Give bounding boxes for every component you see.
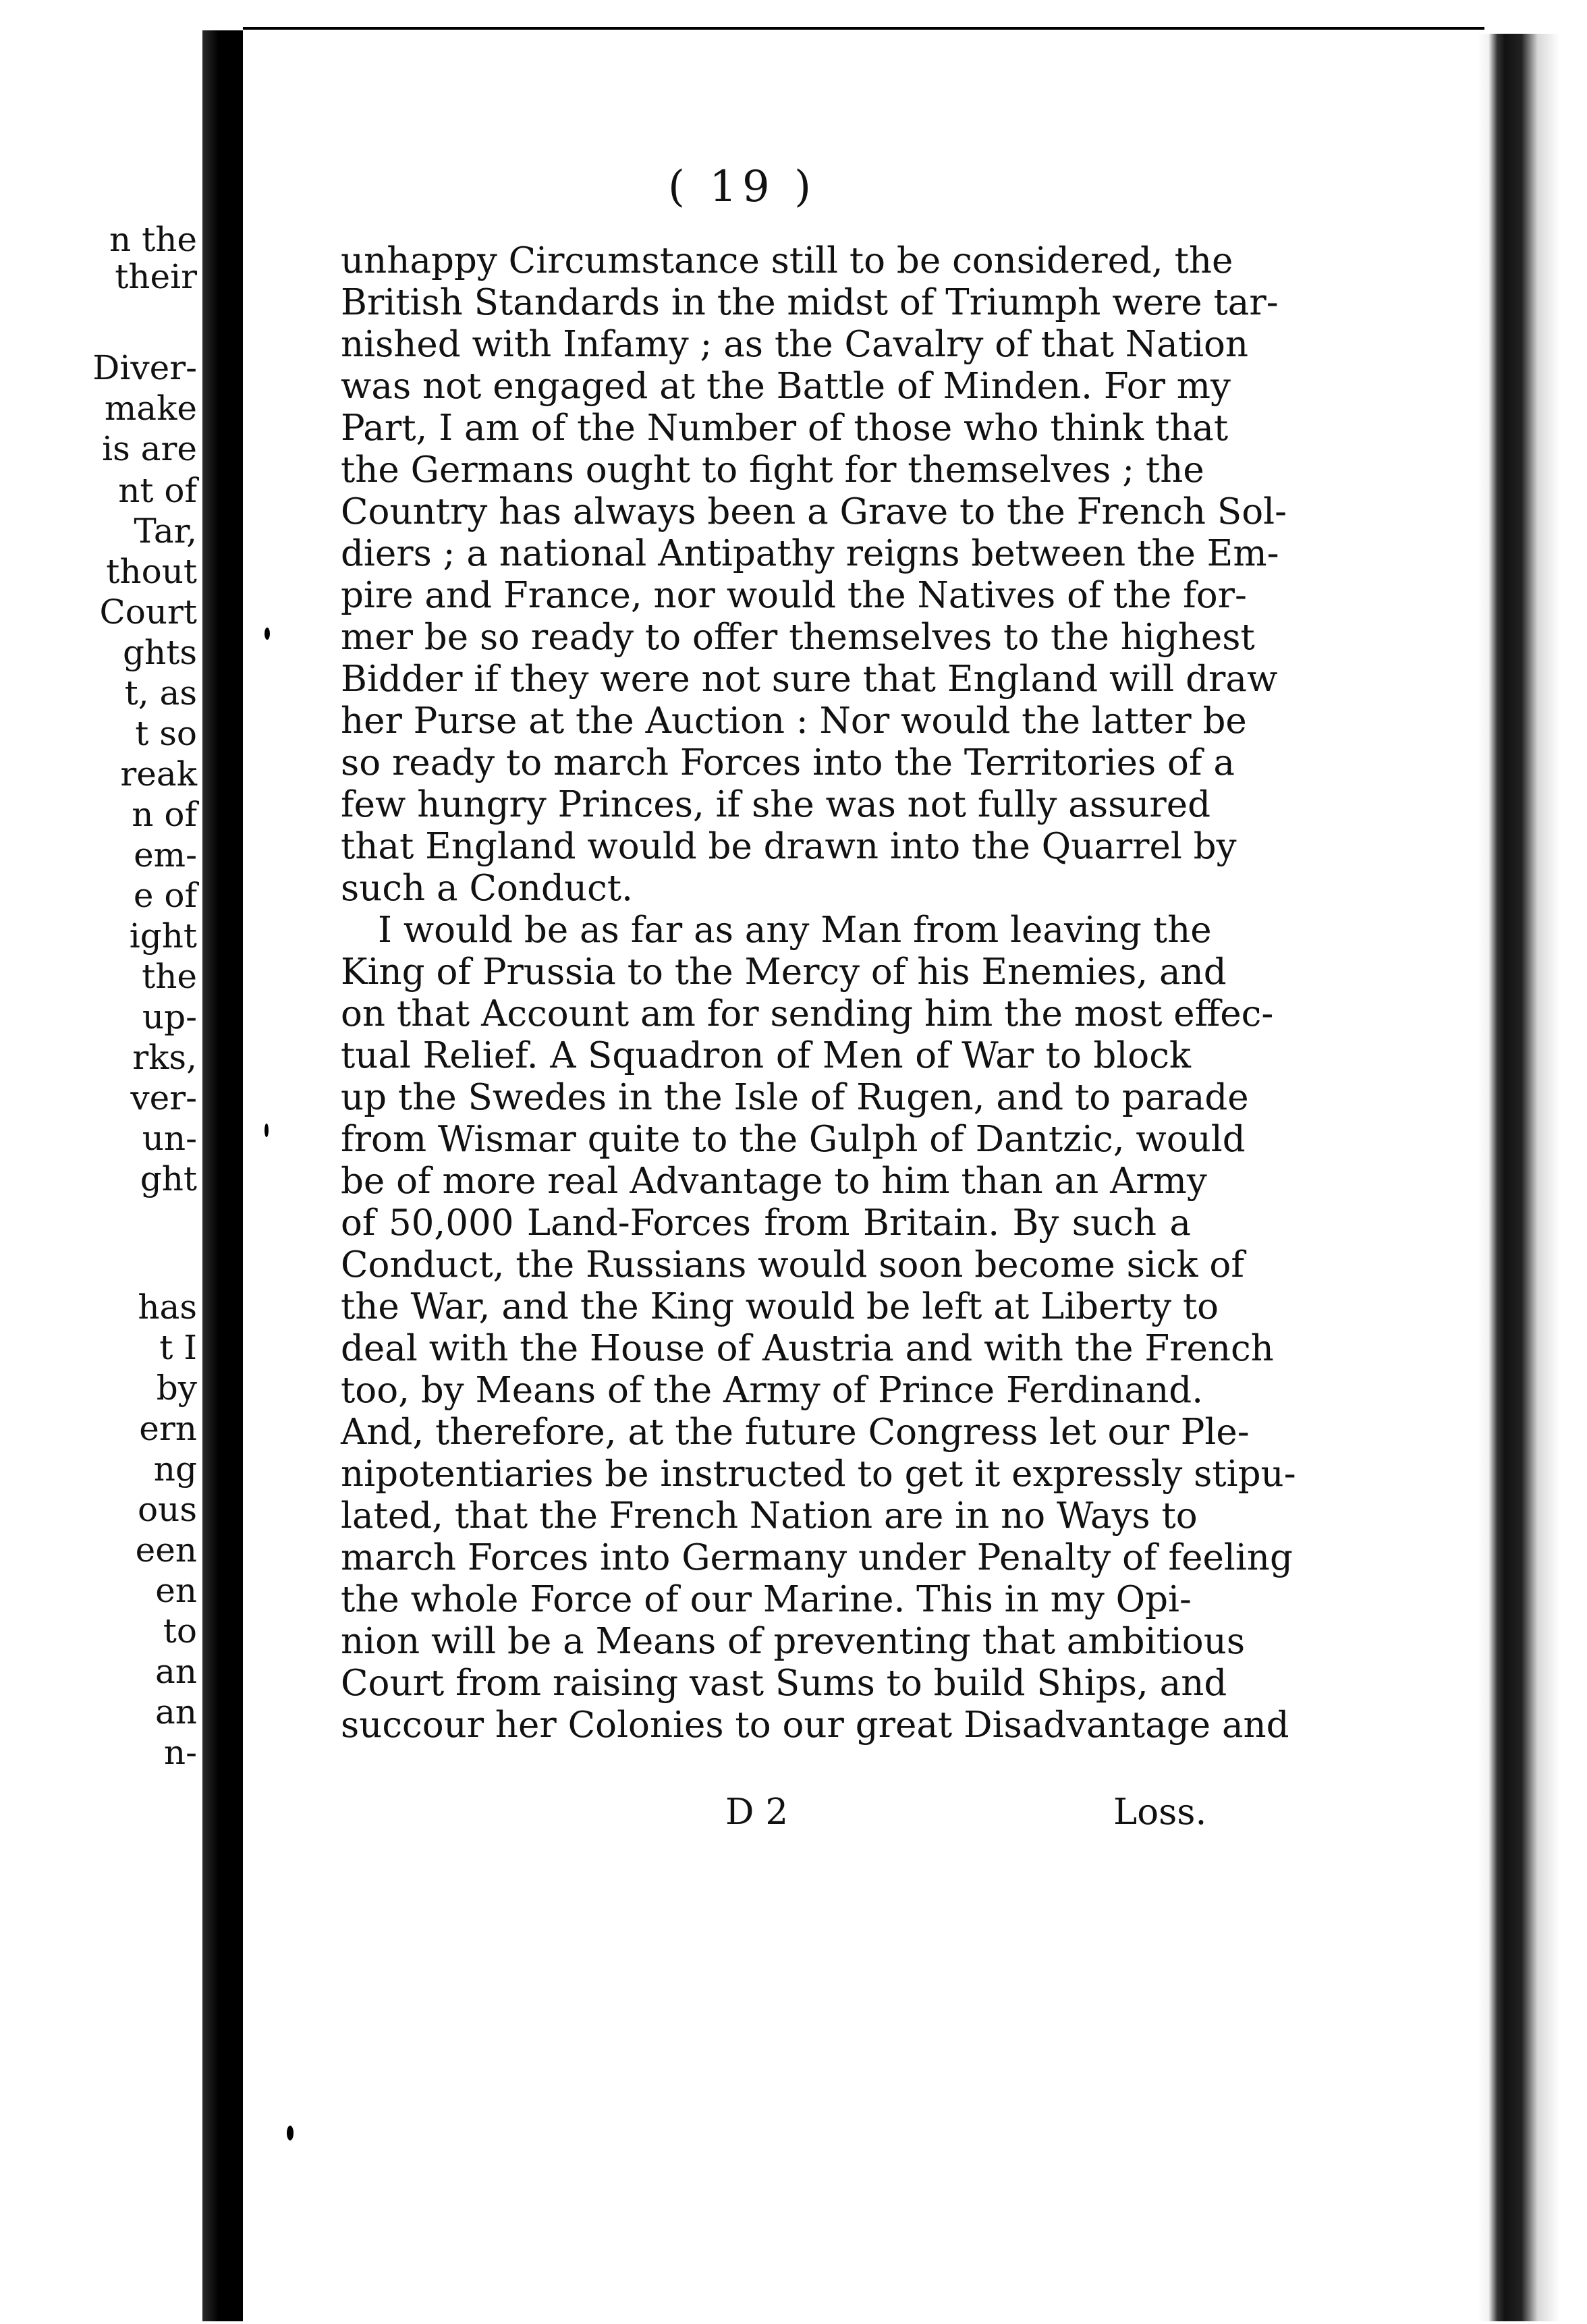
left-fragment-line: n of [132, 795, 197, 834]
text-line: pire and France, nor would the Natives of the for- [341, 575, 1247, 616]
left-fragment-line: ght [140, 1159, 197, 1198]
left-fragment-line: Diver- [92, 348, 197, 387]
text-line: King of Prussia to the Mercy of his Enemies, and [341, 951, 1227, 993]
text-line: diers ; a national Antipathy reigns between the Em- [341, 533, 1279, 574]
text-line: nipotentiaries be instructed to get it expressly stipu- [341, 1454, 1296, 1495]
text-line: was not engaged at the Battle of Minden. For my [341, 366, 1231, 407]
left-fragment-line: is are [102, 429, 197, 468]
page-number: ( 19 ) [668, 162, 817, 212]
text-line: deal with the House of Austria and with the French [341, 1328, 1274, 1369]
text-line: Court from raising vast Sums to build Ships, and [341, 1663, 1227, 1704]
ink-speck [264, 1124, 269, 1137]
left-fragment-line: nt of [118, 471, 197, 510]
left-fragment-line: n the [109, 220, 197, 259]
left-fragment-line: ver- [130, 1078, 197, 1117]
text-line: that England would be drawn into the Quarrel by [341, 826, 1237, 867]
text-line: unhappy Circumstance still to be considered, the [341, 240, 1233, 281]
book-gutter-shadow [202, 30, 243, 2321]
text-line: Part, I am of the Number of those who think that [341, 408, 1229, 449]
left-fragment-line: has [138, 1288, 197, 1327]
left-fragment-line: ng [153, 1449, 197, 1489]
text-line: tual Relief. A Squadron of Men of War to block [341, 1035, 1191, 1076]
text-line: from Wismar quite to the Gulph of Dantzic, would [341, 1119, 1246, 1160]
left-fragment-line: n- [163, 1733, 197, 1772]
text-line: of 50,000 Land-Forces from Britain. By such a [341, 1202, 1191, 1244]
text-line: march Forces into Germany under Penalty of feeling [341, 1537, 1293, 1578]
page-edge-shadow [1478, 34, 1587, 2321]
text-line: nion will be a Means of preventing that ambitious [341, 1621, 1246, 1662]
text-line: the Germans ought to fight for themselves ; the [341, 449, 1204, 491]
left-fragment-line: em- [134, 835, 197, 875]
left-fragment-line: to [163, 1611, 197, 1651]
left-fragment-line: thout [106, 552, 197, 591]
left-page-fragment [0, 27, 202, 2321]
left-fragment-line: t I [159, 1328, 197, 1367]
left-fragment-line: t, as [124, 673, 197, 713]
text-line: the whole Force of our Marine. This in my Opi- [341, 1579, 1192, 1620]
left-fragment-line: ight [129, 916, 197, 956]
left-fragment-line: ern [139, 1409, 197, 1448]
ink-speck [264, 628, 270, 640]
left-fragment-line: t so [135, 714, 197, 753]
left-fragment-line: een [135, 1530, 197, 1570]
signature-mark: D 2 [725, 1792, 789, 1833]
text-line: Bidder if they were not sure that England will draw [341, 659, 1278, 700]
text-line: be of more real Advantage to him than an Army [341, 1161, 1207, 1202]
ink-speck [287, 2126, 294, 2140]
left-fragment-line: make [104, 389, 197, 428]
left-fragment-line: the [142, 957, 197, 996]
text-line: up the Swedes in the Isle of Rugen, and to parade [341, 1077, 1249, 1118]
left-fragment-line: Court [99, 592, 197, 632]
text-line: such a Conduct. [341, 868, 633, 909]
text-line: lated, that the French Nation are in no Ways to [341, 1495, 1198, 1537]
left-fragment-line: Tar, [134, 511, 197, 551]
left-fragment-line: an [155, 1652, 197, 1691]
catchword: Loss. [1113, 1792, 1207, 1833]
left-fragment-line: an [155, 1692, 197, 1732]
text-line: British Standards in the midst of Triumph were tar- [341, 282, 1279, 323]
left-fragment-line: ous [138, 1490, 197, 1529]
text-line: succour her Colonies to our great Disadvantage and [341, 1705, 1289, 1746]
text-line: I would be as far as any Man from leaving the [378, 910, 1212, 951]
text-line: Conduct, the Russians would soon become sick of [341, 1244, 1244, 1285]
text-line: the War, and the King would be left at Liberty to [341, 1286, 1219, 1327]
left-fragment-line: rks, [132, 1038, 197, 1077]
text-line: nished with Infamy ; as the Cavalry of that Nation [341, 324, 1249, 365]
left-fragment-line: up- [142, 997, 197, 1036]
text-line: on that Account am for sending him the most effec- [341, 993, 1274, 1034]
text-line: too, by Means of the Army of Prince Ferdinand. [341, 1370, 1204, 1411]
text-line: And, therefore, at the future Congress let our Ple- [341, 1412, 1250, 1453]
left-fragment-line: ghts [123, 633, 197, 672]
left-fragment-line: by [156, 1368, 197, 1408]
text-line: her Purse at the Auction : Nor would the latter be [341, 700, 1247, 742]
left-fragment-line: e of [133, 876, 197, 915]
text-line: few hungry Princes, if she was not fully assured [341, 784, 1211, 825]
text-line: so ready to march Forces into the Territories of a [341, 742, 1235, 783]
left-fragment-line: en [155, 1571, 197, 1610]
left-fragment-line: reak [120, 754, 197, 794]
text-line: Country has always been a Grave to the French Sol- [341, 491, 1287, 532]
text-line: mer be so ready to offer themselves to the highest [341, 617, 1255, 658]
left-fragment-line: un- [142, 1119, 197, 1158]
left-fragment-line: their [115, 257, 197, 296]
